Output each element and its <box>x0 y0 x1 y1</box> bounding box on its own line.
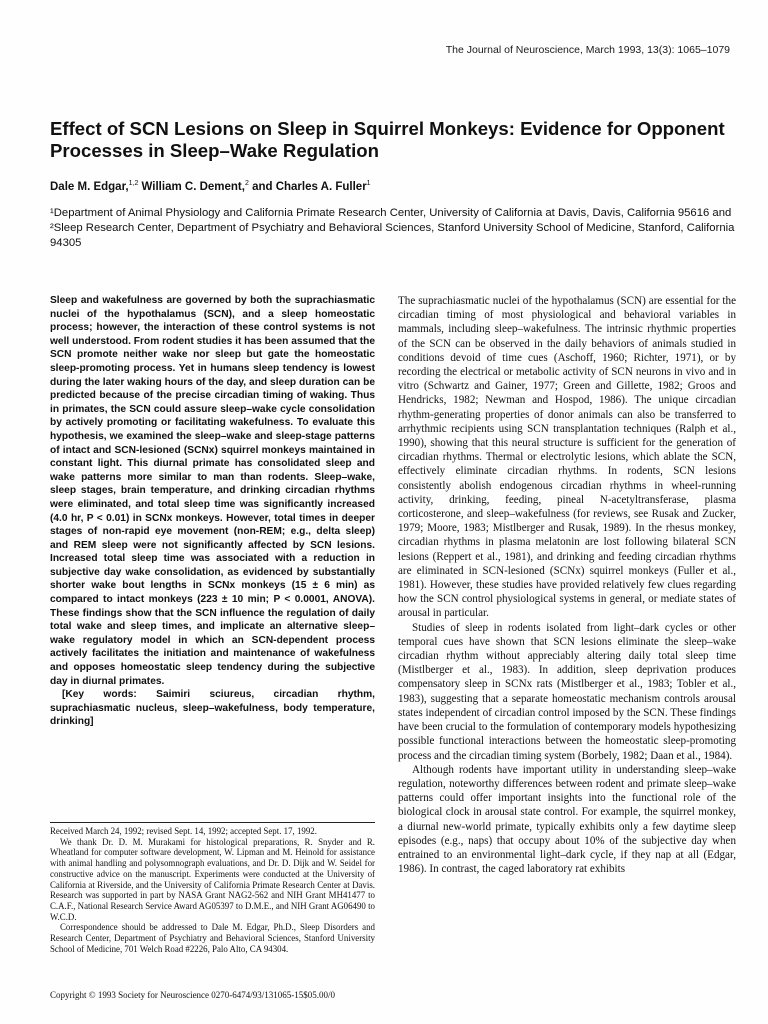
keywords: [Key words: Saimiri sciureus, circadian rhythm, suprachiasmatic nucleus, sleep–wakefulness, body temperature, drinking] <box>50 689 375 728</box>
author-name: Dale M. Edgar, <box>50 180 129 193</box>
footnote-divider <box>50 822 375 823</box>
author-name: and Charles A. Fuller <box>248 180 367 193</box>
copyright-line: Copyright © 1993 Society for Neuroscience 0270-6474/93/131065-15$05.00/0 <box>50 990 336 1000</box>
introduction-text <box>398 294 736 876</box>
acknowledgments: We thank Dr. D. M. Murakami for histological preparations, R. Snyder and R. Wheatland for computer software development, W. Lipman and M. Heinold for assistance with animal handling and polysomnograph evaluations, and Dr. D. Dijk and W. Seidel for constructive advice on the manuscript. Experiments were conducted at the University of California at Riverside, and the University of California Primate Research Center at Davis. Research was supported in part by NASA Grant NAG2-562 and NIH Grant MH41477 to C.A.F., National Research Service Award AG05397 to D.M.E., and NIH Grant AG06490 to W.C.D. <box>50 836 375 922</box>
body-paragraph: Studies of sleep in rodents isolated from light–dark cycles or other temporal cues have shown that SCN lesions eliminate the sleep–wake circadian rhythm without appreciably altering daily total sleep time (Mistlberger et al., 1983). In addition, sleep deprivation produces compensatory sleep in SCNx rats (Mistlberger et al., 1983; Tobler et al., 1983), suggesting that a separate homeostatic mechanism controls arousal states independent of circadian control imposed by the SCN. These findings have been crucial to the formulation of contemporary models hypothesizing possible functional interactions between the homeostatic sleep-promoting process and the circadian timing system (Borbely, 1982; Daan et al., 1984). <box>398 621 736 762</box>
abstract <box>50 294 375 729</box>
body-paragraph: The suprachiasmatic nuclei of the hypothalamus (SCN) are essential for the circadian timing of most physiological and behavioral variables in mammals, including sleep–wakefulness. The intrinsic rhythmic properties of the SCN can be observed in the daily behaviors of animals studied in conditions devoid of time cues (Aschoff, 1960; Richter, 1971), or by recording the electrical or metabolic activity of SCN neurons in vivo and in vitro (Schwartz and Gainer, 1977; Green and Gillette, 1982; Groos and Hendricks, 1982; Newman and Hospod, 1986). The unique circadian rhythm-generating properties of donor animals can also be transferred to arrhythmic recipients using SCN transplantation techniques (Ralph et al., 1990), showing that this neural structure is sufficient for the generation of circadian rhythms. Thermal or electrolytic lesions, which ablate the SCN, effectively eliminate circadian rhythms. In rodents, SCN lesions consistently abolish endogenous circadian rhythms in wheel-running activity, drinking, feeding, pineal N-acetyltransferase, plasma corticosterone, and sleep–wakefulness (for reviews, see Rusak and Zucker, 1979; Moore, 1983; Mistlberger and Rusak, 1989). In the rhesus monkey, circadian rhythms in plasma melatonin are lost following bilateral SCN lesions (Reppert et al., 1981), and drinking and feeding circadian rhythms are eliminated in SCN-lesioned (SCNx) squirrel monkeys (Fuller et al., 1981). However, these studies have provided relatively few clues regarding how the SCN control physiological systems in general, or mediate states of arousal in particular. <box>398 295 736 620</box>
body-paragraph: Although rodents have important utility in understanding sleep–wake regulation, noteworthy differences between rodent and primate sleep–wake patterns could offer important insights into the functional role of the biological clock in arousal state control. For example, the squirrel monkey, a diurnal new-world primate, typically exhibits only a few daytime sleep episodes (e.g., naps) that occupy about 10% of the subjective day when entrained to an environmental light–dark cycle, if they nap at all (Edgar, 1986). In contrast, the caged laboratory rat exhibits <box>398 763 736 876</box>
footnotes <box>50 826 375 954</box>
journal-citation: The Journal of Neuroscience, March 1993, 13(3): 1065–1079 <box>445 44 730 56</box>
correspondence: Correspondence should be addressed to Dale M. Edgar, Ph.D., Sleep Disorders and Research Center, Department of Psychiatry and Behavioral Sciences, Stanford University School of Medicine, 701 Welch Road #2226, Palo Alto, CA 94304. <box>50 922 375 954</box>
author-affiliation-mark: 1,2 <box>128 180 139 187</box>
received-dates: Received March 24, 1992; revised Sept. 14, 1992; accepted Sept. 17, 1992. <box>50 826 317 836</box>
abstract-text: Sleep and wakefulness are governed by both the suprachiasmatic nuclei of the hypothalamus (SCN), and a sleep homeostatic process; however, the interaction of these control systems is not well understood. From rodent studies it has been assumed that the SCN promote neither wake nor sleep but gate the homeostatic sleep-promoting process. Yet in humans sleep tendency is lowest during the later waking hours of the day, and sleep duration can be predicted because of the precise circadian timing of waking. Thus in primates, the SCN could assure sleep–wake cycle consolidation by actively promoting or facilitating wakefulness. To evaluate this hypothesis, we examined the sleep–wake and sleep-stage patterns of intact and SCN-lesioned (SCNx) squirrel monkeys maintained in constant light. This diurnal primate has consolidated sleep and wake patterns more similar to man than rodents. Sleep–wake, sleep stages, brain temperature, and drinking circadian rhythms were eliminated, and total sleep time was significantly increased (4.0 hr, P < 0.01) in SCNx monkeys. However, total times in deeper stages of non-rapid eye movement (non-REM; e.g., delta sleep) and REM sleep were not significantly affected by SCN lesions. Increased total sleep time was associated with a reduction in subjective day wake consolidation, as evidenced by substantially shorter wake bout lengths in SCNx monkeys (15 ± 6 min) as compared to intact monkeys (223 ± 10 min; P < 0.0001, ANOVA). These findings show that the SCN influence the regulation of daily total wake and sleep times, and implicate an alternative sleep–wake regulatory model in which an SCN-dependent process actively facilitates the initiation and maintenance of wakefulness and opposes homeostatic sleep tendency during the subjective day in diurnal primates. <box>50 295 375 687</box>
author-affiliation-mark: 2 <box>244 180 249 187</box>
author-name: William C. Dement, <box>138 180 245 193</box>
author-list <box>50 180 371 193</box>
author-affiliation-mark: 1 <box>366 180 371 187</box>
affiliations: ¹Department of Animal Physiology and California Primate Research Center, University of California at Davis, Davis, California 95616 and ²Sleep Research Center, Department of Psychiatry and Behavioral Sciences, Stanford University School of Medicine, Stanford, California 94305 <box>50 207 735 249</box>
article-title: Effect of SCN Lesions on Sleep in Squirrel Monkeys: Evidence for Opponent Processes in Sleep–Wake Regulation <box>50 118 725 161</box>
